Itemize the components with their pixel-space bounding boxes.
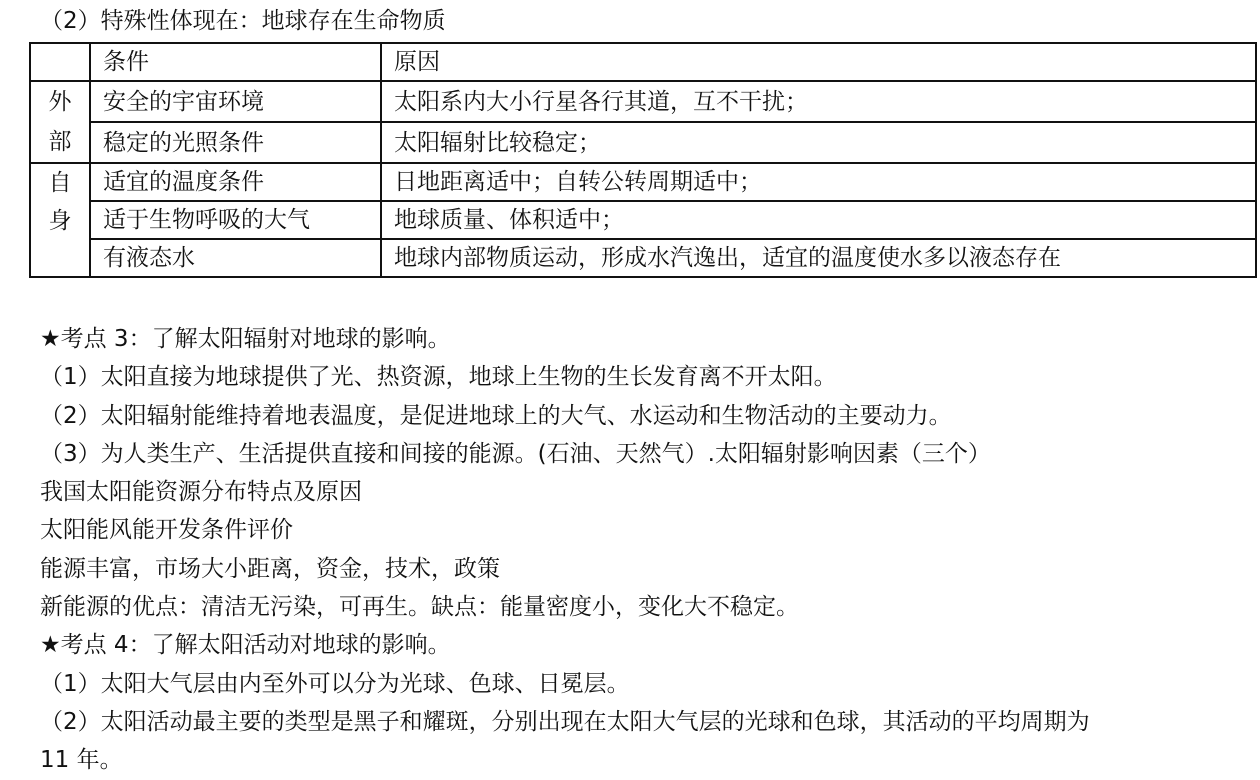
reason-cell: 太阳系内大小行星各行其道，互不干扰；: [381, 81, 1256, 122]
note-line: （2）太阳辐射能维持着地表温度，是促进地球上的大气、水运动和生物活动的主要动力。: [40, 402, 952, 429]
table-row: [30, 163, 1256, 201]
note-line: （1）太阳直接为地球提供了光、热资源，地球上生物的生长发育离不开太阳。: [40, 364, 837, 391]
notes-body: [40, 320, 1250, 780]
note-line: 11 年。: [40, 747, 123, 774]
group-label-self: [30, 163, 90, 277]
table-row: [30, 122, 1256, 163]
key-point-4-title: ★考点 4：了解太阳活动对地球的影响。: [40, 632, 451, 659]
table-header-row: [30, 43, 1256, 81]
table-row: [30, 81, 1256, 122]
note-line: 我国太阳能资源分布特点及原因: [40, 479, 362, 506]
note-line: （1）太阳大气层由内至外可以分为光球、色球、日冕层。: [40, 670, 630, 697]
group-label-char: 自: [48, 170, 72, 196]
section-heading: （2）特殊性体现在：地球存在生命物质: [40, 8, 446, 34]
condition-cell: 适宜的温度条件: [90, 163, 381, 201]
condition-cell: 有液态水: [90, 239, 381, 277]
note-line: 能源丰富，市场大小距离，资金，技术，政策: [40, 555, 500, 582]
group-label-char: 部: [48, 129, 72, 155]
header-reason: 原因: [381, 43, 1256, 81]
key-point-3-title: ★考点 3：了解太阳辐射对地球的影响。: [40, 326, 451, 352]
note-line: 太阳能风能开发条件评价: [40, 517, 293, 544]
condition-cell: 稳定的光照条件: [90, 122, 381, 163]
life-conditions-table: [29, 42, 1257, 278]
note-line: （3）为人类生产、生活提供直接和间接的能源。(石油、天然气）.太阳辐射影响因素（三个）: [40, 440, 991, 467]
reason-cell: 太阳辐射比较稳定；: [381, 122, 1256, 163]
table-row: [30, 201, 1256, 239]
condition-cell: 安全的宇宙环境: [90, 81, 381, 122]
reason-cell: 日地距离适中；自转公转周期适中；: [381, 163, 1256, 201]
condition-cell: 适于生物呼吸的大气: [90, 201, 381, 239]
note-line: 新能源的优点：清洁无污染，可再生。缺点：能量密度小，变化大不稳定。: [40, 594, 799, 621]
group-label-char: 外: [48, 89, 72, 115]
reason-cell: 地球内部物质运动，形成水汽逸出，适宜的温度使水多以液态存在: [381, 239, 1256, 277]
header-condition: 条件: [90, 43, 381, 81]
group-label-external: [30, 81, 90, 163]
group-label-char: 身: [48, 208, 72, 234]
reason-cell: 地球质量、体积适中；: [381, 201, 1256, 239]
table-corner-cell: [30, 43, 90, 81]
table-row: [30, 239, 1256, 277]
note-line: （2）太阳活动最主要的类型是黑子和耀斑，分别出现在太阳大气层的光球和色球，其活动的平均周期为: [40, 708, 1090, 735]
